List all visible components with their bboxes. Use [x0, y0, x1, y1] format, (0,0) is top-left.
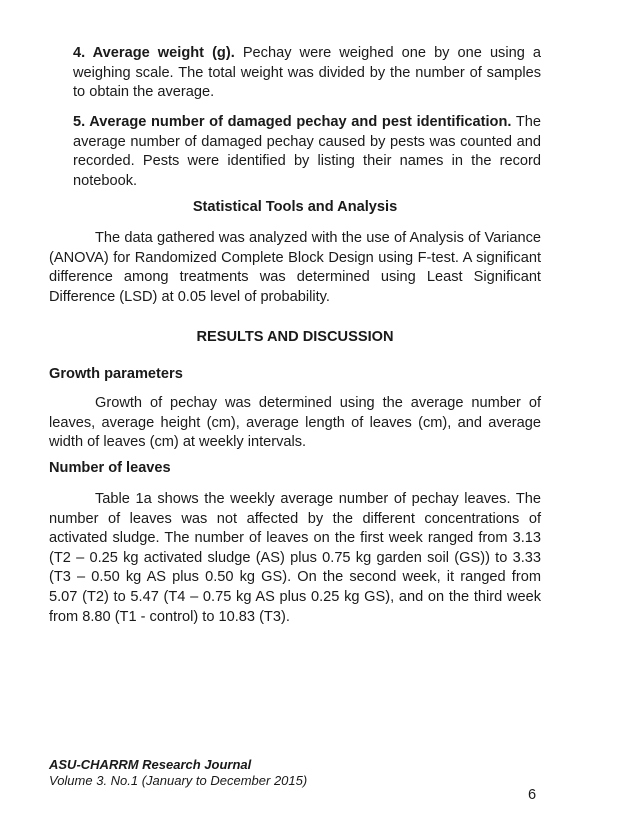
paragraph-number-of-leaves: Table 1a shows the weekly average number of pechay leaves. The number of leaves was not affected by the different concentrations of activated sludge. The number of leaves on the first week ranged from 3.13 (T2 – 0.25 kg activated sludge (AS) plus 0.75 kg garden soil (GS)) to 3.33 (T3 – 0.50 kg AS plus 0.50 kg GS). On the second week, it ranged from 5.07 (T2) to 5.47 (T4 – 0.75 kg AS plus 0.25 kg GS), and on the third week from 8.80 (T1 - control) to 10.83 (T3).: [49, 491, 541, 625]
item-label: 5. Average number of damaged pechay and pest identification.: [73, 114, 512, 130]
paragraph-statistical-analysis: The data gathered was analyzed with the use of Analysis of Variance (ANOVA) for Randomized Complete Block Design using F-test. A significant difference among treatments was determined using Least Significant Difference (LSD) at 0.05 level of probability.: [49, 230, 541, 305]
item-text: The average number of damaged pechay caused by pests was counted and recorded. Pests were identified by listing their names in the record notebook.: [73, 114, 541, 189]
subheading-growth-parameters: Growth parameters: [49, 366, 183, 382]
section-heading-statistical-tools: Statistical Tools and Analysis: [192, 199, 398, 215]
page-number: 6: [528, 787, 537, 803]
method-item-damaged-pechay: [73, 113, 541, 191]
item-label: 4. Average weight (g).: [73, 45, 235, 61]
footer-volume: Volume 3. No.1 (January to December 2015): [49, 773, 308, 788]
section-heading-results: RESULTS AND DISCUSSION: [196, 329, 394, 345]
item-text: Pechay were weighed one by one using a weighing scale. The total weight was divided by the number of samples to obtain the average.: [73, 45, 542, 100]
method-item-average-weight: [73, 44, 541, 103]
footer-journal-name: ASU-CHARRM Research Journal: [49, 757, 252, 772]
subheading-number-of-leaves: Number of leaves: [49, 460, 171, 476]
paragraph-growth-parameters: Growth of pechay was determined using the average number of leaves, average height (cm), average length of leaves (cm), and average width of leaves (cm) at weekly intervals.: [49, 395, 541, 451]
